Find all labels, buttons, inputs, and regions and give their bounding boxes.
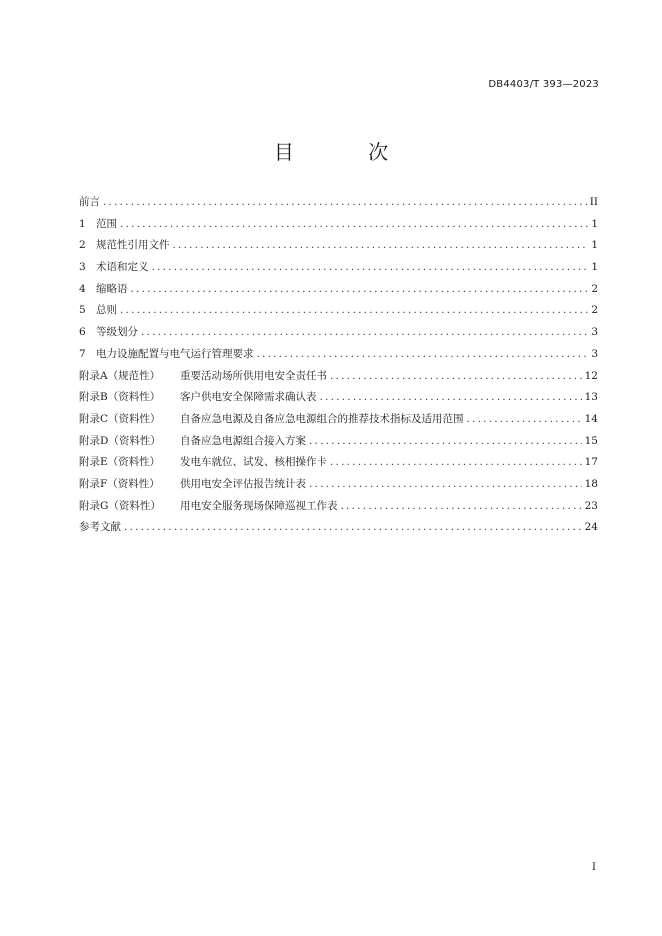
toc-entry[interactable]: [79, 431, 598, 453]
toc-entry[interactable]: [79, 214, 598, 236]
toc-dot-leader: [131, 279, 589, 301]
toc-dot-leader: [341, 496, 582, 518]
toc-dot-leader: [141, 322, 588, 344]
toc-entry-title: 重要活动场所供用电安全责任书: [180, 369, 327, 382]
toc-entry-title: 等级划分: [96, 326, 138, 339]
toc-entry[interactable]: [79, 496, 598, 518]
toc-entry-title: 术语和定义: [96, 261, 149, 274]
toc-entry-number: 1: [79, 217, 86, 230]
toc-entry-number: 附录D（资料性）: [79, 434, 161, 447]
toc-entry-title: 总则: [96, 304, 117, 317]
toc-entry-number: 5: [79, 304, 86, 317]
toc-entry-number: 2: [79, 239, 86, 252]
toc-entry-page: 1: [591, 217, 598, 230]
toc-entry-title: 电力设施配置与电气运行管理要求: [96, 347, 254, 360]
toc-dot-leader: [330, 452, 582, 474]
toc-entry-page: 17: [584, 456, 598, 469]
toc-entry-title: 参考文献: [79, 521, 121, 534]
toc-entry-title: 供用电安全评估报告统计表: [180, 477, 306, 490]
table-of-contents: [79, 192, 598, 539]
toc-entry-page: 3: [591, 347, 598, 360]
toc-dot-leader: [124, 517, 582, 539]
toc-entry[interactable]: [79, 517, 598, 539]
toc-entry[interactable]: [79, 409, 598, 431]
toc-dot-leader: [257, 344, 589, 366]
toc-entry[interactable]: [79, 192, 598, 214]
page-number: I: [592, 862, 596, 873]
toc-entry-page: 3: [591, 326, 598, 339]
toc-dot-leader: [103, 192, 587, 214]
toc-entry-page: 14: [584, 412, 598, 425]
toc-entry[interactable]: [79, 366, 598, 388]
toc-entry-title: 自备应急电源组合接入方案: [180, 434, 306, 447]
toc-entry-title: 范围: [96, 217, 117, 230]
toc-entry[interactable]: [79, 452, 598, 474]
toc-entry-number: 附录G（资料性）: [79, 499, 161, 512]
toc-entry[interactable]: [79, 344, 598, 366]
document-code: DB4403/T 393—2023: [488, 79, 599, 90]
toc-entry-number: 附录A（规范性）: [79, 369, 161, 382]
toc-entry-page: 24: [584, 521, 598, 534]
toc-dot-leader: [320, 387, 582, 409]
toc-entry-page: 2: [591, 304, 598, 317]
toc-entry-number: 4: [79, 282, 86, 295]
toc-entry[interactable]: [79, 322, 598, 344]
toc-entry-number: 附录E（资料性）: [79, 456, 161, 469]
toc-dot-leader: [120, 300, 588, 322]
toc-dot-leader: [467, 409, 582, 431]
toc-entry-number: 附录C（资料性）: [79, 412, 161, 425]
toc-entry-title: 缩略语: [96, 282, 128, 295]
toc-dot-leader: [309, 431, 582, 453]
toc-entry-title: 规范性引用文件: [96, 239, 170, 252]
toc-entry-number: 附录F（资料性）: [79, 477, 160, 490]
toc-dot-leader: [152, 257, 589, 279]
toc-entry-title: 自备应急电源及自备应急电源组合的推荐技术指标及适用范围: [180, 412, 464, 425]
toc-entry[interactable]: [79, 235, 598, 257]
toc-entry-page: 18: [584, 477, 598, 490]
toc-entry-page: 13: [584, 391, 598, 404]
toc-entry[interactable]: [79, 279, 598, 301]
toc-entry[interactable]: [79, 387, 598, 409]
toc-entry-number: 3: [79, 261, 86, 274]
toc-entry-page: 2: [591, 282, 598, 295]
toc-entry-number: 6: [79, 326, 86, 339]
toc-entry-title: 前言: [79, 196, 100, 208]
toc-entry-page: 15: [584, 434, 598, 447]
toc-entry-page: 1: [591, 261, 598, 274]
toc-entry[interactable]: [79, 257, 598, 279]
toc-entry-page: 23: [584, 499, 598, 512]
toc-entry-number: 附录B（资料性）: [79, 391, 161, 404]
toc-entry-page: II: [589, 196, 598, 208]
toc-entry-title: 客户供电安全保障需求确认表: [180, 391, 317, 404]
page-title: 目 次: [273, 140, 423, 164]
toc-entry-title: 用电安全服务现场保障巡视工作表: [180, 499, 338, 512]
toc-dot-leader: [330, 366, 582, 388]
toc-dot-leader: [309, 474, 582, 496]
toc-dot-leader: [173, 235, 589, 257]
toc-entry-number: 7: [79, 347, 86, 360]
toc-entry-page: 1: [591, 239, 598, 252]
toc-entry-page: 12: [584, 369, 598, 382]
toc-entry-title: 发电车就位、试发、核相操作卡: [180, 456, 327, 469]
toc-dot-leader: [120, 214, 588, 236]
toc-entry[interactable]: [79, 300, 598, 322]
toc-entry[interactable]: [79, 474, 598, 496]
